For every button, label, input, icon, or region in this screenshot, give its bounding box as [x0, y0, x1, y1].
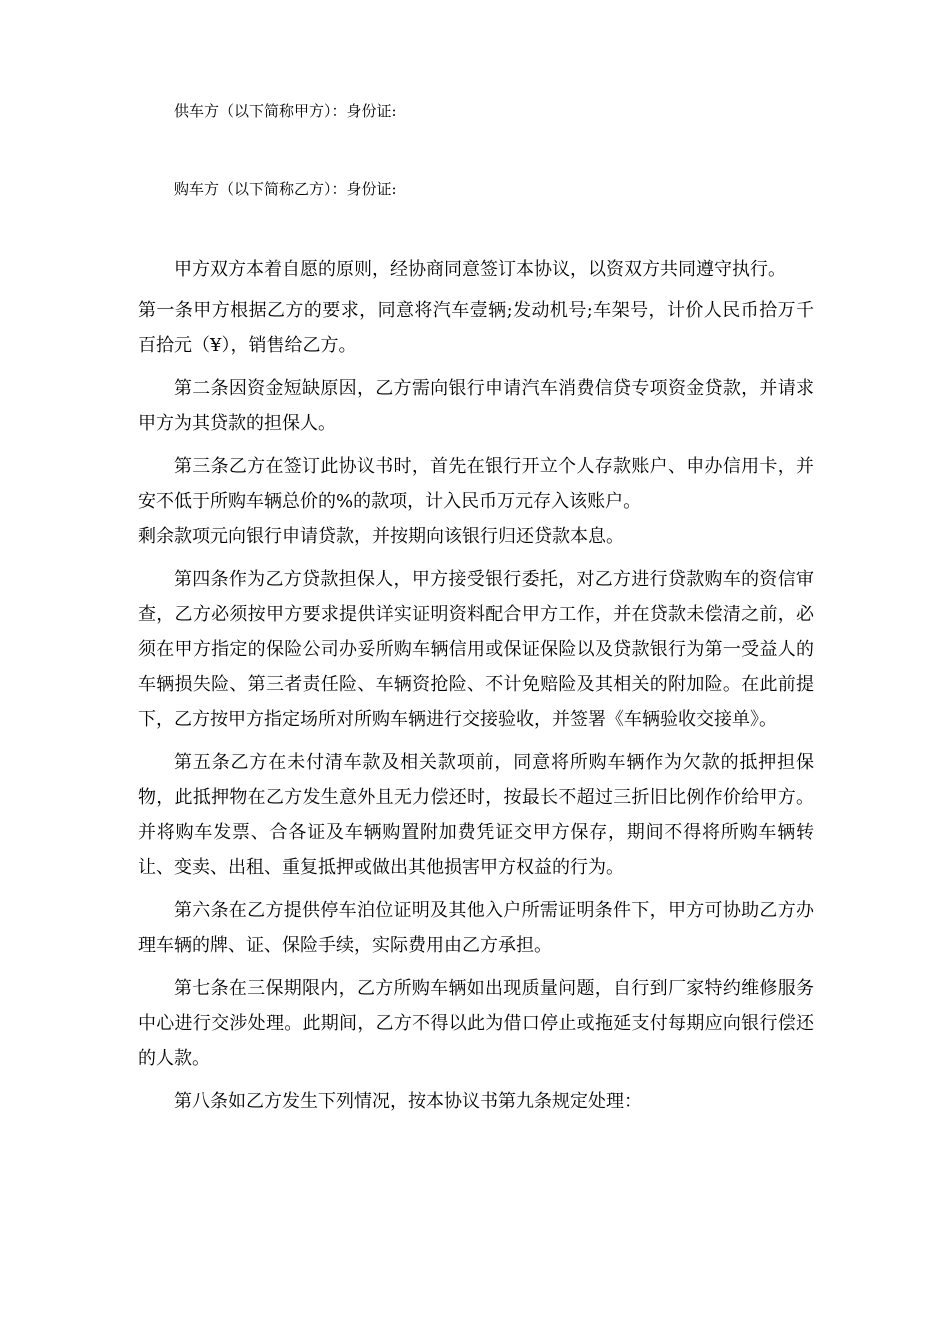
article-2: 第二条因资金短缺原因，乙方需向银行申请汽车消费信贷专项资金贷款，并请求甲方为其贷款的担保人。 [138, 378, 814, 434]
article-8: 第八条如乙方发生下列情况，按本协议书第九条规定处理： [174, 1091, 642, 1112]
article-3-continuation: 剩余款项元向银行申请贷款，并按期向该银行归还贷款本息。 [138, 526, 624, 547]
article-1: 第一条甲方根据乙方的要求，同意将汽车壹辆;发动机号;车架号，计价人民币拾万千百拾元（¥），销售给乙方。 [138, 300, 814, 356]
intro-paragraph: 甲方双方本着自愿的原则，经协商同意签订本协议，以资双方共同遵守执行。 [174, 259, 786, 280]
article-4: 第四条作为乙方贷款担保人，甲方接受银行委托，对乙方进行贷款购车的资信审查，乙方必须按甲方要求提供详实证明资料配合甲方工作，并在贷款未偿清之前，必须在甲方指定的保险公司办妥所购车辆信用或保证保险以及贷款银行为第一受益人的车辆损失险、第三者责任险、车辆资抢险、不计免赔险及其相关的附加险。在此前提下，乙方按甲方指定场所对所购车辆进行交接验收，并签署《车辆验收交接单》。 [138, 569, 814, 730]
buyer-line: 购车方（以下简称乙方）：身份证: [174, 180, 397, 198]
article-3: 第三条乙方在签订此协议书时，首先在银行开立个人存款账户、申办信用卡，并安不低于所购车辆总价的%的款项，计入民币万元存入该账户。 [138, 456, 814, 512]
supplier-line: 供车方（以下简称甲方）：身份证: [174, 102, 397, 120]
article-7: 第七条在三保期限内，乙方所购车辆如出现质量问题，自行到厂家特约维修服务中心进行交涉处理。此期间，乙方不得以此为借口停止或拖延支付每期应向银行偿还的人款。 [138, 978, 814, 1069]
article-6: 第六条在乙方提供停车泊位证明及其他入户所需证明条件下，甲方可协助乙方办理车辆的牌、证、保险手续，实际费用由乙方承担。 [138, 900, 814, 956]
article-5: 第五条乙方在未付清车款及相关款项前，同意将所购车辆作为欠款的抵押担保物，此抵押物在乙方发生意外且无力偿还时，按最长不超过三折旧比例作价给甲方。并将购车发票、合各证及车辆购置附加费凭证交甲方保存，期间不得将所购车辆转让、变卖、出租、重复抵押或做出其他损害甲方权益的行为。 [138, 752, 814, 878]
contract-body [138, 96, 814, 1119]
